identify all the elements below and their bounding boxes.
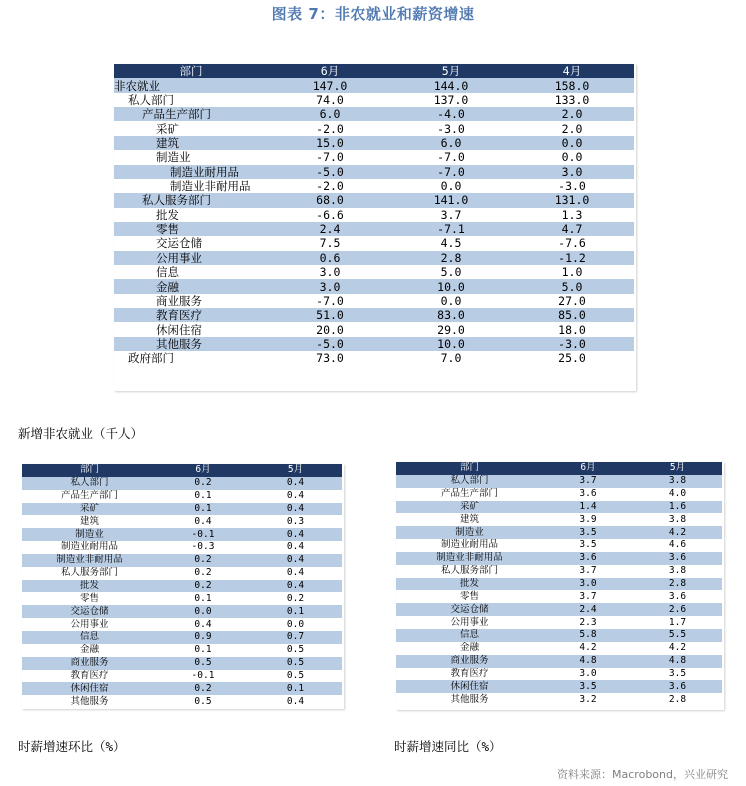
row-label: 公用事业 [396, 616, 543, 629]
table-row [396, 655, 722, 668]
cell-value: 2.4 [268, 222, 392, 236]
cell-value: 3.8 [633, 513, 722, 526]
table-row [114, 121, 634, 135]
column-header: 6月 [268, 64, 392, 78]
row-label: 采矿 [22, 503, 157, 516]
cell-value: 0.2 [157, 682, 249, 695]
table-row [114, 322, 634, 336]
cell-value: 141.0 [392, 193, 510, 207]
row-label: 教育医疗 [22, 670, 157, 683]
cell-value: 3.7 [543, 475, 633, 488]
wage-yoy-table-panel [396, 462, 724, 710]
table-row [396, 488, 722, 501]
cell-value: 3.7 [543, 590, 633, 603]
row-label: 休闲住宿 [22, 682, 157, 695]
cell-value: -0.1 [157, 528, 249, 541]
table-row [114, 351, 634, 365]
cell-value: 6.0 [392, 136, 510, 150]
row-label: 产品生产部门 [22, 490, 157, 503]
cell-value: 83.0 [392, 308, 510, 322]
table-row [22, 644, 342, 657]
table-row [22, 503, 342, 516]
cell-value: -7.1 [392, 222, 510, 236]
row-label: 政府部门 [114, 351, 268, 365]
table-row [396, 642, 722, 655]
cell-value: 4.6 [633, 539, 722, 552]
table-row [396, 526, 722, 539]
row-label: 休闲住宿 [396, 680, 543, 693]
row-label: 公用事业 [114, 251, 268, 265]
row-label: 非农就业 [114, 78, 268, 92]
cell-value: -7.0 [268, 294, 392, 308]
cell-value: 3.7 [392, 208, 510, 222]
cell-value: 0.4 [249, 580, 342, 593]
cell-value: 4.7 [510, 222, 634, 236]
cell-value: 51.0 [268, 308, 392, 322]
cell-value: 2.8 [633, 693, 722, 706]
cell-value: 68.0 [268, 193, 392, 207]
table-row [396, 513, 722, 526]
row-label: 制造业耐用品 [396, 539, 543, 552]
row-label: 私人服务部门 [396, 565, 543, 578]
cell-value: 137.0 [392, 93, 510, 107]
cell-value: 3.0 [543, 668, 633, 681]
cell-value: 0.0 [392, 179, 510, 193]
cell-value: 2.3 [543, 616, 633, 629]
cell-value: 0.1 [157, 592, 249, 605]
row-label: 产品生产部门 [396, 488, 543, 501]
cell-value: 0.9 [157, 631, 249, 644]
cell-value: -1.2 [510, 251, 634, 265]
cell-value: 3.6 [633, 680, 722, 693]
cell-value: 3.5 [633, 668, 722, 681]
row-label: 批发 [114, 208, 268, 222]
cell-value: 0.5 [157, 695, 249, 708]
table-row [396, 501, 722, 514]
table-row [22, 670, 342, 683]
cell-value: -7.0 [392, 150, 510, 164]
table-row [396, 578, 722, 591]
cell-value: 1.0 [510, 265, 634, 279]
table-row [396, 590, 722, 603]
column-header: 6月 [157, 464, 249, 477]
table-row [22, 631, 342, 644]
table-row [22, 490, 342, 503]
cell-value: -2.0 [268, 121, 392, 135]
row-label: 商业服务 [22, 657, 157, 670]
cell-value: 1.4 [543, 501, 633, 514]
column-header: 6月 [543, 462, 633, 475]
cell-value: 3.2 [543, 693, 633, 706]
row-label: 制造业 [22, 528, 157, 541]
cell-value: 158.0 [510, 78, 634, 92]
column-header: 部门 [114, 64, 268, 78]
cell-value: 0.4 [249, 490, 342, 503]
wage-mom-table [22, 464, 342, 708]
table-row [114, 193, 634, 207]
table-row [396, 629, 722, 642]
cell-value: 25.0 [510, 351, 634, 365]
cell-value: 15.0 [268, 136, 392, 150]
table-row [396, 603, 722, 616]
table-row [22, 618, 342, 631]
cell-value: 0.1 [157, 644, 249, 657]
cell-value: 131.0 [510, 193, 634, 207]
cell-value: 0.7 [249, 631, 342, 644]
cell-value: 4.2 [633, 642, 722, 655]
row-label: 金融 [114, 279, 268, 293]
cell-value: 74.0 [268, 93, 392, 107]
cell-value: 4.5 [392, 236, 510, 250]
cell-value: 73.0 [268, 351, 392, 365]
table2-caption: 时薪增速环比（%） [18, 739, 126, 754]
row-label: 信息 [396, 629, 543, 642]
table-row [114, 107, 634, 121]
table-row [22, 682, 342, 695]
table-row [114, 136, 634, 150]
cell-value: 5.0 [510, 279, 634, 293]
cell-value: -7.0 [392, 165, 510, 179]
cell-value: -0.3 [157, 541, 249, 554]
cell-value: 3.6 [543, 488, 633, 501]
table-row [22, 541, 342, 554]
cell-value: 3.0 [510, 165, 634, 179]
table-row [22, 567, 342, 580]
table-row [22, 657, 342, 670]
table-row [22, 477, 342, 490]
cell-value: -5.0 [268, 165, 392, 179]
row-label: 私人部门 [22, 477, 157, 490]
cell-value: 3.5 [543, 680, 633, 693]
table-row [22, 592, 342, 605]
cell-value: -6.6 [268, 208, 392, 222]
cell-value: 7.0 [392, 351, 510, 365]
cell-value: 10.0 [392, 337, 510, 351]
cell-value: 3.5 [543, 539, 633, 552]
cell-value: -3.0 [510, 179, 634, 193]
row-label: 零售 [22, 592, 157, 605]
cell-value: 0.5 [157, 657, 249, 670]
table-row [22, 554, 342, 567]
cell-value: -3.0 [510, 337, 634, 351]
cell-value: 0.0 [249, 618, 342, 631]
cell-value: 4.2 [633, 526, 722, 539]
source-note: 资料来源：Macrobond，兴业研究 [557, 768, 728, 781]
table-row [114, 165, 634, 179]
nonfarm-table-panel [114, 64, 636, 391]
cell-value: 18.0 [510, 322, 634, 336]
cell-value: 0.0 [392, 294, 510, 308]
row-label: 信息 [22, 631, 157, 644]
row-label: 制造业耐用品 [114, 165, 268, 179]
row-label: 信息 [114, 265, 268, 279]
cell-value: 0.1 [157, 503, 249, 516]
table-row [114, 265, 634, 279]
cell-value: 0.2 [249, 592, 342, 605]
cell-value: 0.1 [249, 682, 342, 695]
row-label: 私人部门 [396, 475, 543, 488]
cell-value: 0.2 [157, 554, 249, 567]
row-label: 交运仓储 [396, 603, 543, 616]
cell-value: 10.0 [392, 279, 510, 293]
column-header: 4月 [510, 64, 634, 78]
cell-value: 3.8 [633, 475, 722, 488]
cell-value: 0.1 [249, 605, 342, 618]
row-label: 其他服务 [396, 693, 543, 706]
cell-value: -7.0 [268, 150, 392, 164]
table-row [114, 93, 634, 107]
cell-value: 3.5 [543, 526, 633, 539]
table-row [114, 208, 634, 222]
row-label: 采矿 [114, 121, 268, 135]
cell-value: -4.0 [392, 107, 510, 121]
cell-value: -7.6 [510, 236, 634, 250]
table-row [22, 605, 342, 618]
table-row [114, 337, 634, 351]
cell-value: 6.0 [268, 107, 392, 121]
row-label: 私人服务部门 [22, 567, 157, 580]
cell-value: 0.3 [249, 515, 342, 528]
cell-value: 0.5 [249, 644, 342, 657]
column-header: 5月 [633, 462, 722, 475]
table-row [114, 179, 634, 193]
table-row [396, 552, 722, 565]
row-label: 制造业 [114, 150, 268, 164]
cell-value: 0.4 [249, 541, 342, 554]
cell-value: 4.8 [543, 655, 633, 668]
table-row [396, 565, 722, 578]
cell-value: 29.0 [392, 322, 510, 336]
cell-value: 0.6 [268, 251, 392, 265]
cell-value: 0.4 [249, 477, 342, 490]
cell-value: 3.0 [268, 265, 392, 279]
row-label: 批发 [396, 578, 543, 591]
row-label: 建筑 [22, 515, 157, 528]
cell-value: 4.0 [633, 488, 722, 501]
cell-value: 7.5 [268, 236, 392, 250]
cell-value: 147.0 [268, 78, 392, 92]
cell-value: 3.9 [543, 513, 633, 526]
table-row [114, 78, 634, 92]
column-header: 部门 [396, 462, 543, 475]
cell-value: 3.6 [633, 590, 722, 603]
cell-value: 133.0 [510, 93, 634, 107]
row-label: 其他服务 [114, 337, 268, 351]
cell-value: 4.8 [633, 655, 722, 668]
cell-value: 2.8 [392, 251, 510, 265]
cell-value: -3.0 [392, 121, 510, 135]
cell-value: 0.4 [157, 618, 249, 631]
row-label: 零售 [396, 590, 543, 603]
row-label: 零售 [114, 222, 268, 236]
row-label: 建筑 [114, 136, 268, 150]
table-row [396, 693, 722, 706]
cell-value: 0.4 [249, 528, 342, 541]
cell-value: 0.4 [249, 567, 342, 580]
cell-value: 27.0 [510, 294, 634, 308]
cell-value: 0.2 [157, 567, 249, 580]
row-label: 私人部门 [114, 93, 268, 107]
cell-value: -5.0 [268, 337, 392, 351]
row-label: 制造业耐用品 [22, 541, 157, 554]
cell-value: 2.8 [633, 578, 722, 591]
table-row [114, 294, 634, 308]
cell-value: 2.6 [633, 603, 722, 616]
cell-value: 0.5 [249, 657, 342, 670]
cell-value: 0.4 [157, 515, 249, 528]
row-label: 产品生产部门 [114, 107, 268, 121]
cell-value: 20.0 [268, 322, 392, 336]
cell-value: 85.0 [510, 308, 634, 322]
cell-value: 1.3 [510, 208, 634, 222]
cell-value: 2.4 [543, 603, 633, 616]
table-row [396, 475, 722, 488]
table-row [114, 279, 634, 293]
cell-value: 0.2 [157, 580, 249, 593]
table-row [114, 236, 634, 250]
row-label: 交运仓储 [114, 236, 268, 250]
table-row [114, 222, 634, 236]
row-label: 建筑 [396, 513, 543, 526]
row-label: 制造业 [396, 526, 543, 539]
cell-value: 5.5 [633, 629, 722, 642]
figure-title: 图表 7：非农就业和薪资增速 [271, 5, 475, 23]
row-label: 金融 [22, 644, 157, 657]
table-row [114, 150, 634, 164]
cell-value: 0.5 [249, 670, 342, 683]
table-row [22, 515, 342, 528]
nonfarm-payrolls-table [114, 64, 634, 366]
column-header: 部门 [22, 464, 157, 477]
cell-value: 4.2 [543, 642, 633, 655]
row-label: 交运仓储 [22, 605, 157, 618]
table-row [396, 616, 722, 629]
column-header: 5月 [249, 464, 342, 477]
table1-caption: 新增非农就业（千人） [18, 426, 144, 441]
row-label: 采矿 [396, 501, 543, 514]
row-label: 其他服务 [22, 695, 157, 708]
cell-value: 2.0 [510, 121, 634, 135]
cell-value: 5.8 [543, 629, 633, 642]
cell-value: 0.0 [510, 150, 634, 164]
row-label: 教育医疗 [396, 668, 543, 681]
cell-value: 3.6 [543, 552, 633, 565]
table-row [22, 528, 342, 541]
cell-value: 0.1 [157, 490, 249, 503]
row-label: 商业服务 [114, 294, 268, 308]
cell-value: 3.0 [543, 578, 633, 591]
column-header: 5月 [392, 64, 510, 78]
cell-value: 0.4 [249, 503, 342, 516]
cell-value: 3.6 [633, 552, 722, 565]
cell-value: 2.0 [510, 107, 634, 121]
cell-value: 0.4 [249, 554, 342, 567]
table-row [396, 539, 722, 552]
row-label: 私人服务部门 [114, 193, 268, 207]
cell-value: 1.6 [633, 501, 722, 514]
row-label: 金融 [396, 642, 543, 655]
cell-value: 3.8 [633, 565, 722, 578]
row-label: 公用事业 [22, 618, 157, 631]
table-row [396, 668, 722, 681]
row-label: 商业服务 [396, 655, 543, 668]
table3-caption: 时薪增速同比（%） [394, 739, 502, 754]
cell-value: 3.0 [268, 279, 392, 293]
row-label: 制造业非耐用品 [396, 552, 543, 565]
wage-mom-table-panel [22, 464, 344, 709]
cell-value: 3.7 [543, 565, 633, 578]
wage-yoy-table [396, 462, 722, 706]
cell-value: 0.2 [157, 477, 249, 490]
row-label: 休闲住宿 [114, 322, 268, 336]
table-row [396, 680, 722, 693]
cell-value: -2.0 [268, 179, 392, 193]
cell-value: 144.0 [392, 78, 510, 92]
row-label: 制造业非耐用品 [22, 554, 157, 567]
table-row [22, 695, 342, 708]
row-label: 制造业非耐用品 [114, 179, 268, 193]
row-label: 教育医疗 [114, 308, 268, 322]
table-row [22, 580, 342, 593]
cell-value: 0.0 [510, 136, 634, 150]
table-row [114, 308, 634, 322]
table-row [114, 251, 634, 265]
cell-value: -0.1 [157, 670, 249, 683]
cell-value: 0.0 [157, 605, 249, 618]
cell-value: 5.0 [392, 265, 510, 279]
row-label: 批发 [22, 580, 157, 593]
cell-value: 1.7 [633, 616, 722, 629]
cell-value: 0.4 [249, 695, 342, 708]
